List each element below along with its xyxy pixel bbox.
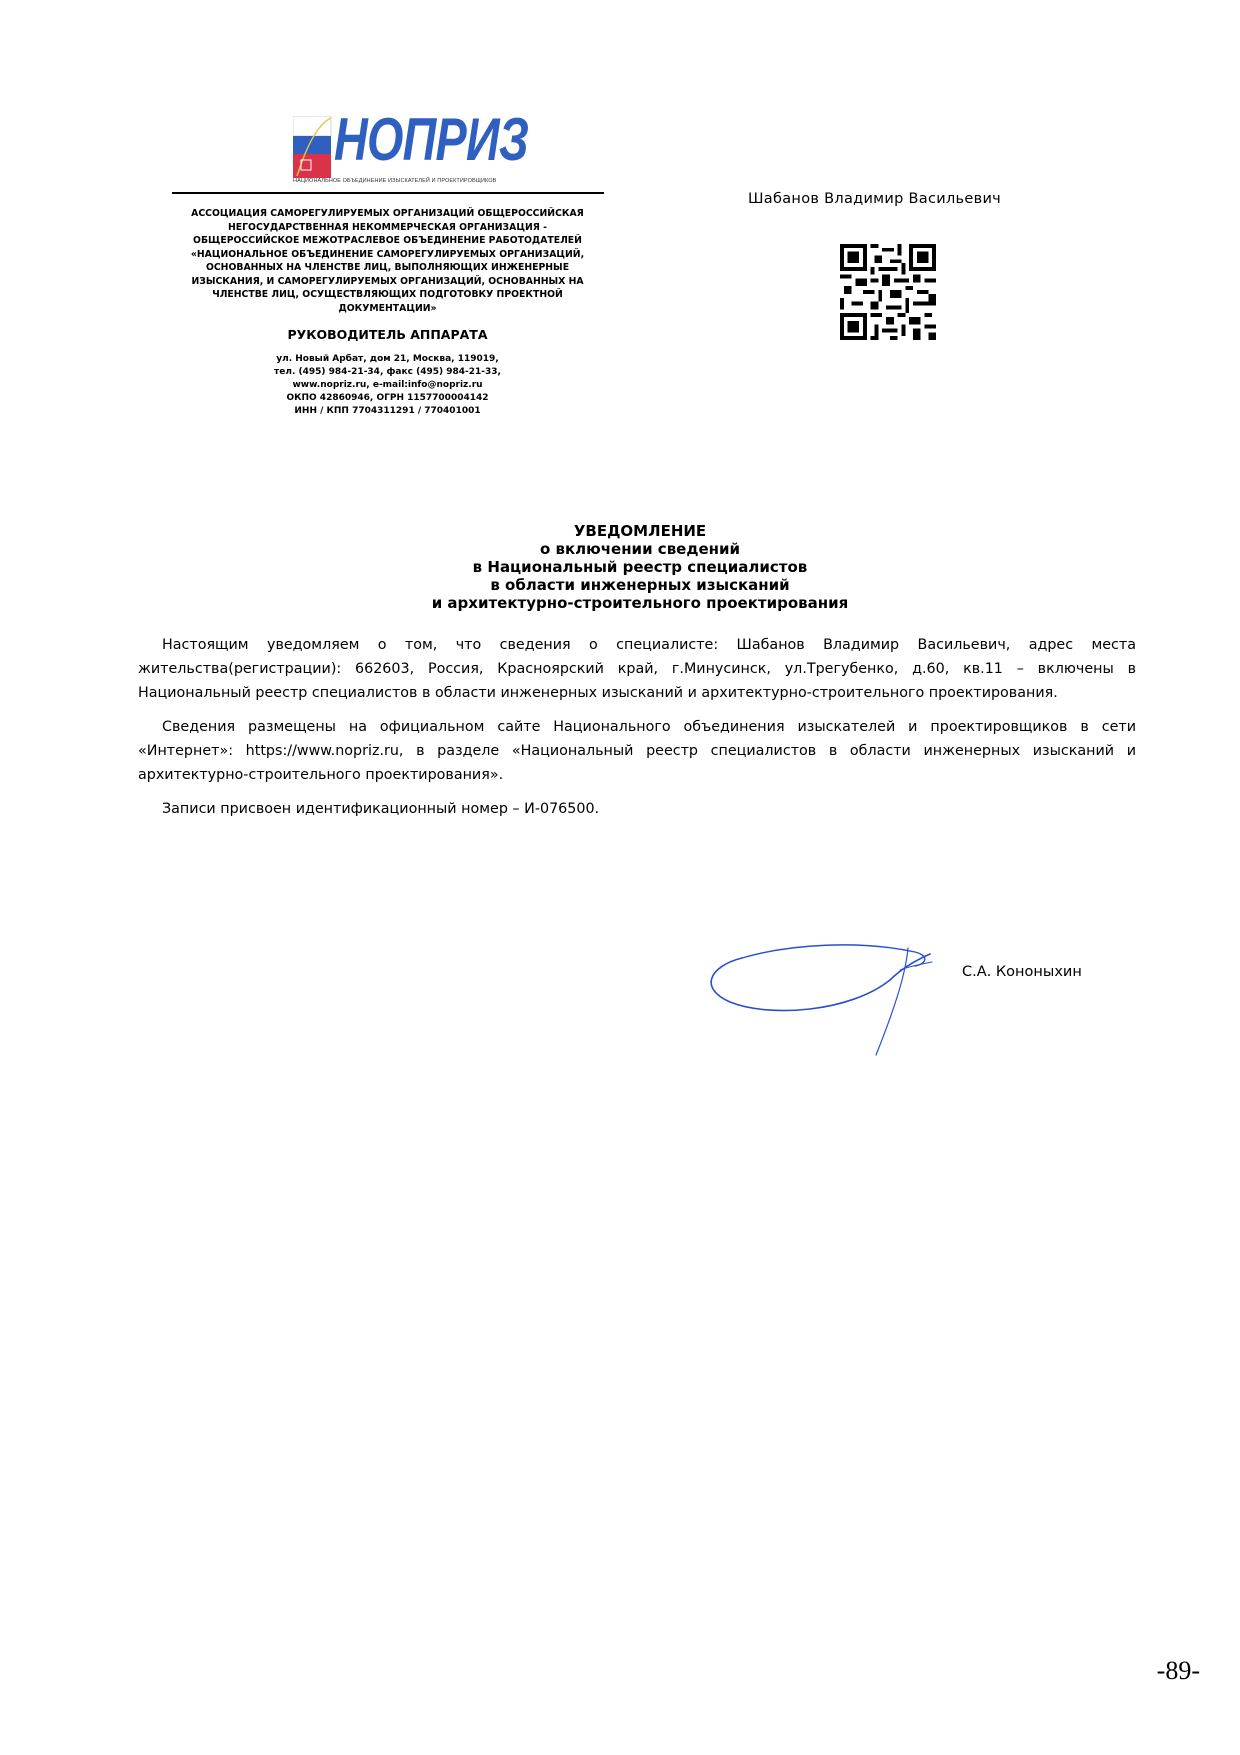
addressee-name: Шабанов Владимир Васильевич <box>748 191 1002 207</box>
notice-heading <box>260 522 1020 612</box>
organization-name <box>160 207 615 315</box>
nopriz-logo <box>293 106 529 188</box>
position-title: РУКОВОДИТЕЛЬ АППАРАТА <box>287 327 488 342</box>
contact-line: www.nopriz.ru, e-mail:info@nopriz.ru <box>292 380 483 390</box>
notice-body <box>138 633 1136 831</box>
contact-block <box>160 353 615 418</box>
org-line: ОБЩЕРОССИЙСКОЕ МЕЖОТРАСЛЕВОЕ ОБЪЕДИНЕНИЕ РАБОТОДАТЕЛЕЙ <box>193 235 582 246</box>
body-paragraph: Настоящим уведомляем о том, что сведения о специалисте: Шабанов Владимир Васильевич, адрес места жительства(регистрации): 662603, Россия, Красноярский край, г.Минусинск, ул.Трегубенко, д.60, кв.11 – включены в Национальный реестр специалистов в области инженерных изысканий и архитектурно-строительного проектирования. <box>138 637 1136 701</box>
notice-subtitle-line: о включении сведений <box>539 540 741 558</box>
org-line: ИЗЫСКАНИЯ, И САМОРЕГУЛИРУЕМЫХ ОРГАНИЗАЦИЙ, ОСНОВАННЫХ НА <box>191 275 584 287</box>
notice-subtitle-line: и архитектурно-строительного проектирования <box>431 594 849 612</box>
logo-wordmark: НОПРИЗ <box>334 106 529 173</box>
signer-name: С.А. Кононыхин <box>962 964 1082 980</box>
org-line: ДОКУМЕНТАЦИИ» <box>338 302 437 314</box>
notice-title: УВЕДОМЛЕНИЕ <box>573 522 707 540</box>
contact-line: ОКПО 42860946, ОГРН 1157700004142 <box>286 393 489 403</box>
contact-line: ИНН / КПП 7704311291 / 770401001 <box>294 406 481 416</box>
org-line: ОСНОВАННЫХ НА ЧЛЕНСТВЕ ЛИЦ, ВЫПОЛНЯЮЩИХ ИНЖЕНЕРНЫЕ <box>205 262 570 273</box>
flag-emblem-icon <box>293 116 333 184</box>
notice-subtitle-line: в области инженерных изысканий <box>490 576 790 594</box>
page-number: -89- <box>1156 1656 1200 1685</box>
qr-code-icon <box>840 244 936 340</box>
notice-subtitle-line: в Национальный реестр специалистов <box>472 558 808 576</box>
body-paragraph: Сведения размещены на официальном сайте Национального объединения изыскателей и проектировщиков в сети «Интернет»: https://www.nopriz.ru, в разделе «Национальный реестр специалистов в области инженерных изысканий и архитектурно-строительного проектирования». <box>138 719 1136 783</box>
org-line: «НАЦИОНАЛЬНОЕ ОБЪЕДИНЕНИЕ САМОРЕГУЛИРУЕМЫХ ОРГАНИЗАЦИЙ, <box>190 248 585 260</box>
org-line: ЧЛЕНСТВЕ ЛИЦ, ОСУЩЕСТВЛЯЮЩИХ ПОДГОТОВКУ ПРОЕКТНОЙ <box>212 289 563 300</box>
org-line: АССОЦИАЦИЯ САМОРЕГУЛИРУЕМЫХ ОРГАНИЗАЦИЙ ОБЩЕРОССИЙСКАЯ <box>191 208 584 219</box>
contact-line: ул. Новый Арбат, дом 21, Москва, 119019, <box>276 354 499 364</box>
handwritten-signature <box>700 940 940 1060</box>
body-paragraph: Записи присвоен идентификационный номер – И-076500. <box>162 801 600 817</box>
org-line: НЕГОСУДАРСТВЕННАЯ НЕКОММЕРЧЕСКАЯ ОРГАНИЗАЦИЯ - <box>227 221 548 233</box>
header-rule <box>172 192 604 194</box>
logo-subtitle: НАЦИОНАЛЬНОЕ ОБЪЕДИНЕНИЕ ИЗЫСКАТЕЛЕЙ И ПРОЕКТИРОВЩИКОВ <box>293 178 497 184</box>
contact-line: тел. (495) 984-21-34, факс (495) 984-21-33, <box>274 367 501 377</box>
